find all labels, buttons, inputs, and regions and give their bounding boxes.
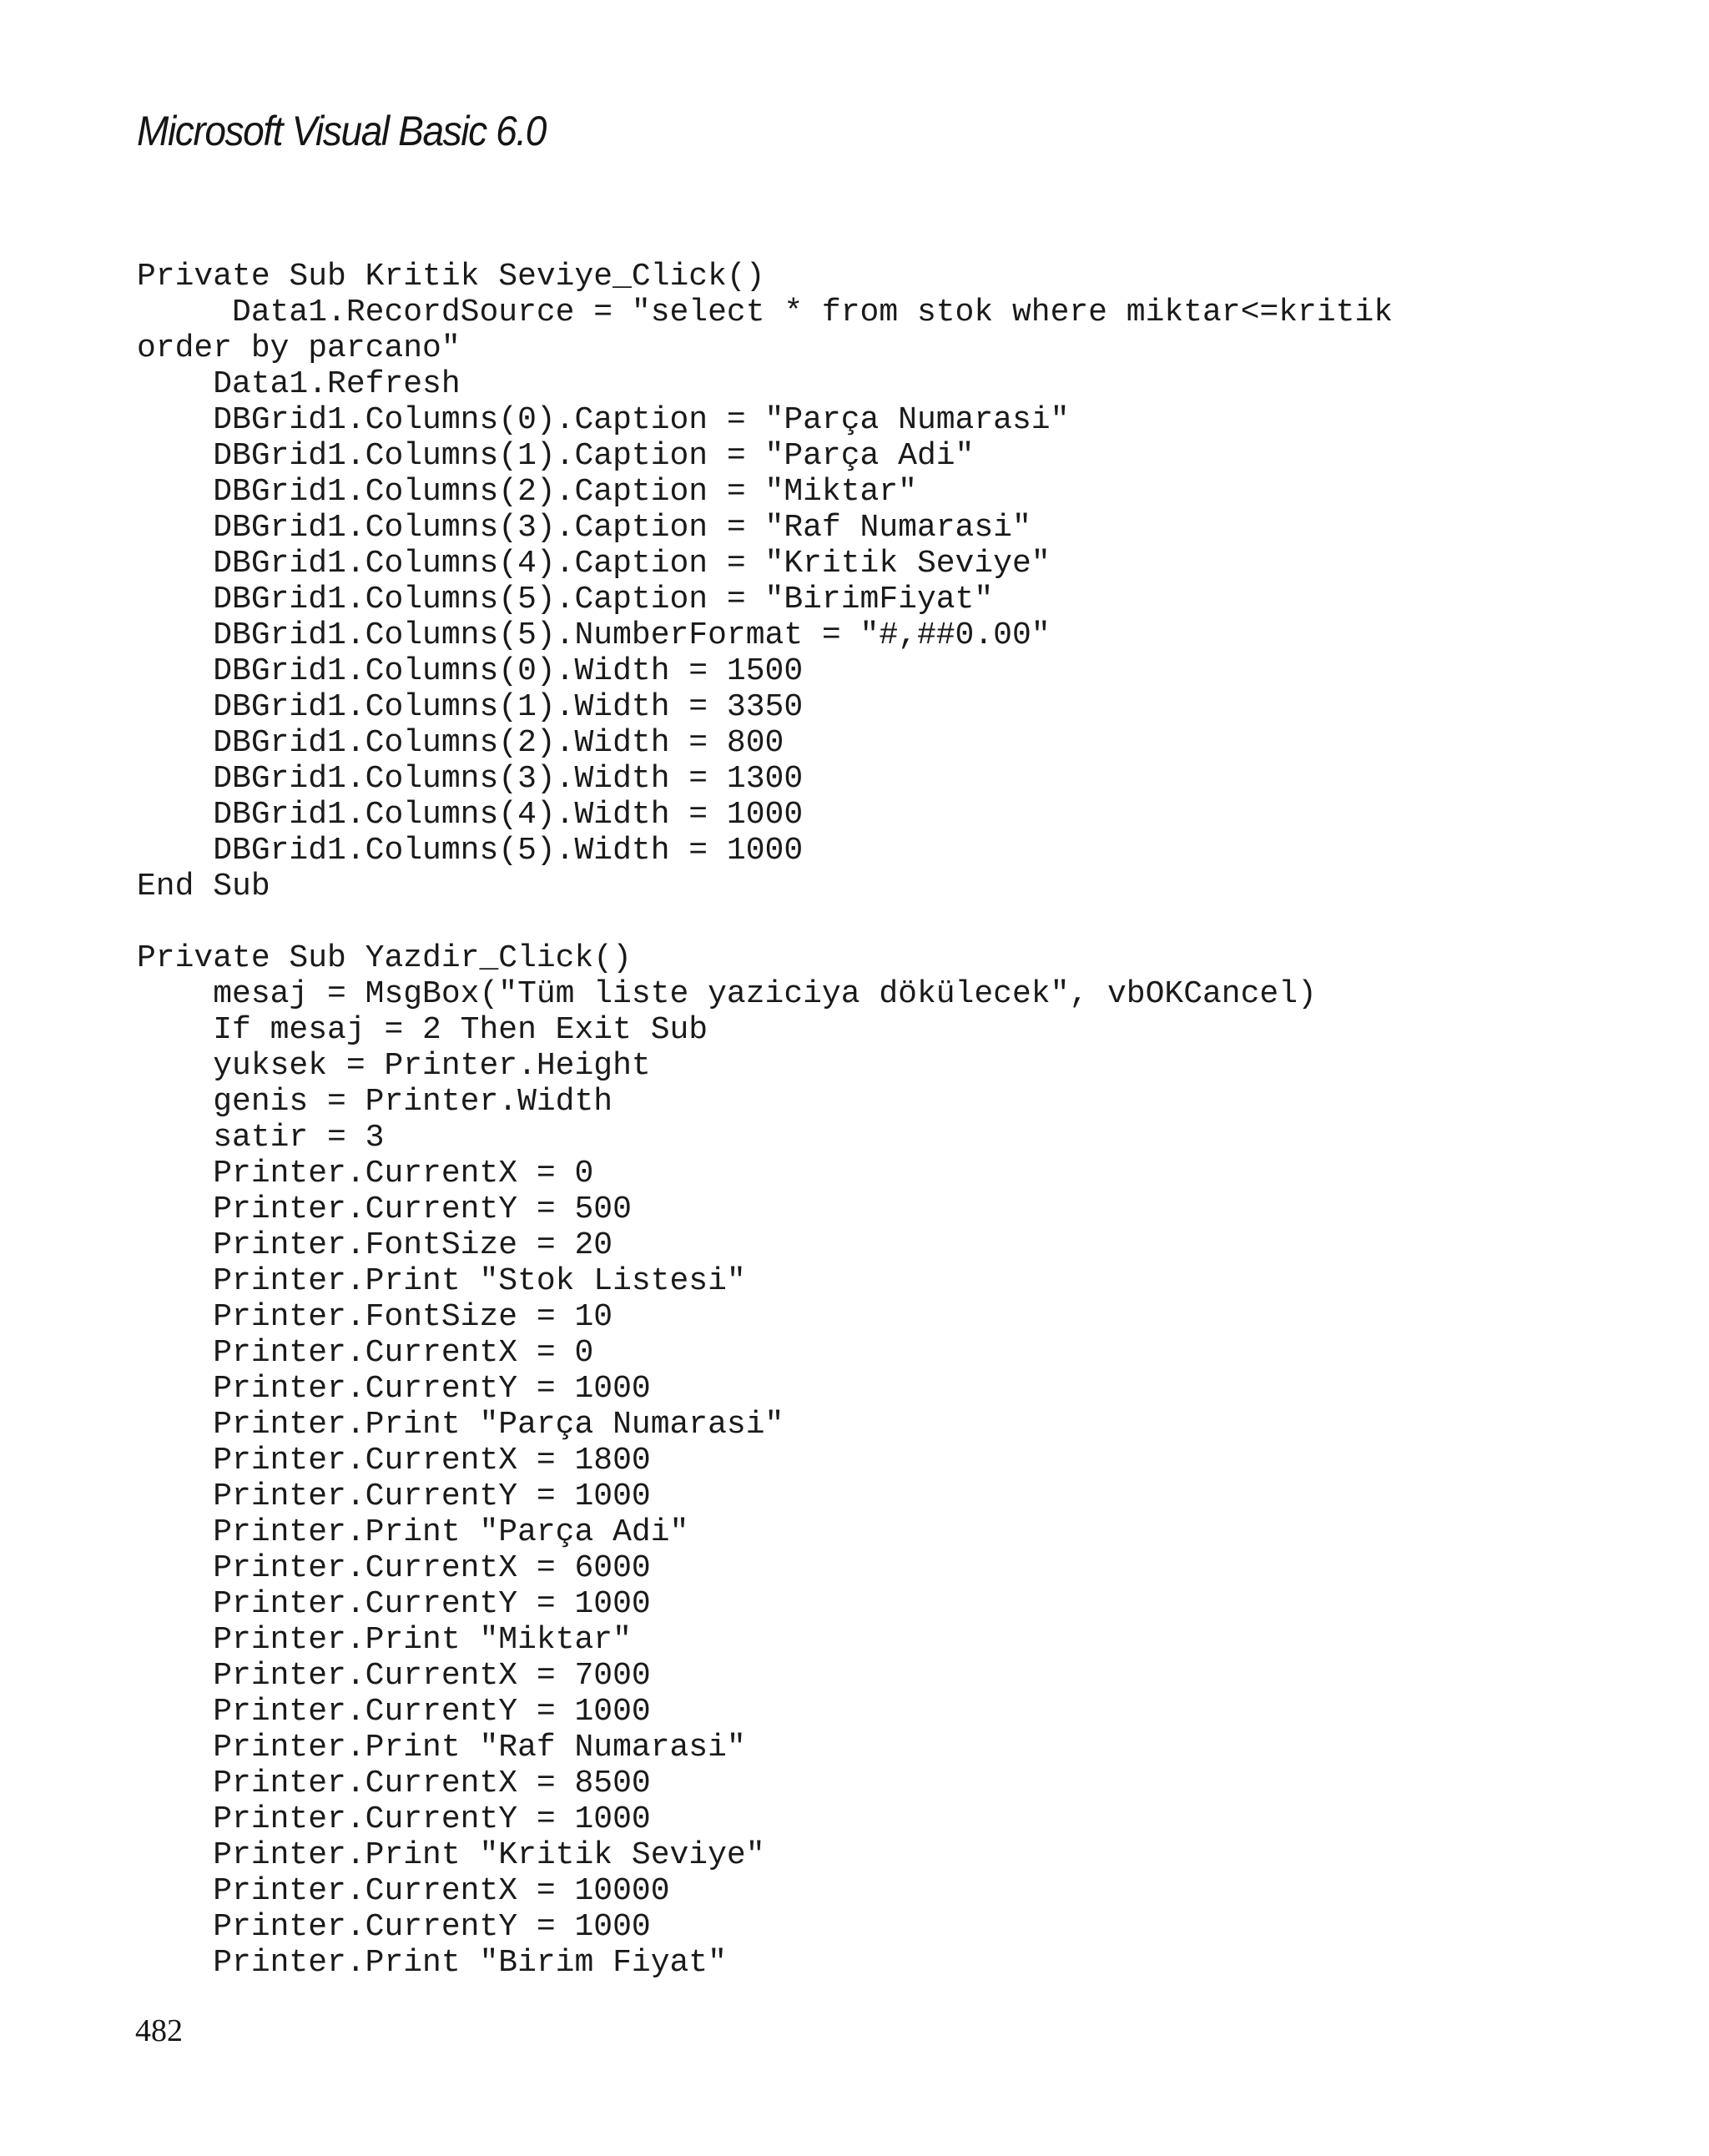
code-line: DBGrid1.Columns(4).Caption = "Kritik Seviye" — [137, 546, 1051, 582]
code-line: Printer.CurrentY = 1000 — [137, 1371, 651, 1407]
code-line: DBGrid1.Columns(3).Caption = "Raf Numarasi" — [137, 510, 1031, 546]
code-line: Printer.CurrentX = 0 — [137, 1335, 594, 1371]
code-line: If mesaj = 2 Then Exit Sub — [137, 1012, 708, 1048]
code-line: order by parcano" — [137, 330, 461, 366]
code-line: DBGrid1.Columns(0).Caption = "Parça Numarasi" — [137, 402, 1070, 438]
code-line: DBGrid1.Columns(1).Caption = "Parça Adi" — [137, 438, 975, 474]
code-line: genis = Printer.Width — [137, 1084, 613, 1120]
code-line: Printer.CurrentX = 7000 — [137, 1658, 651, 1694]
code-line: Printer.CurrentX = 1800 — [137, 1443, 651, 1478]
code-line: Printer.CurrentY = 1000 — [137, 1586, 651, 1622]
code-line: Data1.RecordSource = "select * from stok where miktar<=kritik — [137, 295, 1394, 330]
code-line: Printer.Print "Raf Numarasi" — [137, 1730, 746, 1766]
code-line: Printer.Print "Birim Fiyat" — [137, 1945, 727, 1981]
code-line: Printer.CurrentY = 500 — [137, 1191, 632, 1227]
code-line: DBGrid1.Columns(5).Caption = "BirimFiyat" — [137, 582, 994, 617]
code-line: satir = 3 — [137, 1120, 385, 1156]
code-line: Data1.Refresh — [137, 366, 461, 402]
code-line: Printer.FontSize = 20 — [137, 1227, 613, 1263]
page-number: 482 — [135, 2013, 183, 2048]
code-line: DBGrid1.Columns(5).NumberFormat = "#,##0.00" — [137, 617, 1051, 653]
code-line: Private Sub Kritik Seviye_Click() — [137, 259, 765, 295]
code-line: Printer.Print "Parça Numarasi" — [137, 1407, 784, 1443]
code-line: Printer.CurrentY = 1000 — [137, 1694, 651, 1730]
code-line: Printer.CurrentY = 1000 — [137, 1909, 651, 1945]
code-line: yuksek = Printer.Height — [137, 1048, 651, 1084]
code-line: End Sub — [137, 869, 270, 904]
code-line: DBGrid1.Columns(5).Width = 1000 — [137, 833, 804, 869]
code-line: DBGrid1.Columns(2).Width = 800 — [137, 725, 784, 761]
code-line: DBGrid1.Columns(0).Width = 1500 — [137, 653, 804, 689]
code-line: Printer.FontSize = 10 — [137, 1299, 613, 1335]
code-line: DBGrid1.Columns(3).Width = 1300 — [137, 761, 804, 797]
code-line: Printer.Print "Kritik Seviye" — [137, 1837, 765, 1873]
code-line: DBGrid1.Columns(2).Caption = "Miktar" — [137, 474, 917, 510]
code-line: Private Sub Yazdir_Click() — [137, 940, 632, 976]
code-line: Printer.CurrentX = 8500 — [137, 1766, 651, 1801]
code-line: mesaj = MsgBox("Tüm liste yaziciya dökülecek", vbOKCancel) — [137, 976, 1317, 1012]
code-line: Printer.CurrentY = 1000 — [137, 1801, 651, 1837]
code-line: Printer.CurrentX = 6000 — [137, 1550, 651, 1586]
code-line: Printer.Print "Parça Adi" — [137, 1514, 689, 1550]
code-line: DBGrid1.Columns(4).Width = 1000 — [137, 797, 804, 833]
code-line: DBGrid1.Columns(1).Width = 3350 — [137, 689, 804, 725]
code-line: Printer.CurrentX = 0 — [137, 1156, 594, 1191]
page-header-title: Microsoft Visual Basic 6.0 — [137, 108, 546, 154]
code-line: Printer.Print "Stok Listesi" — [137, 1263, 746, 1299]
code-line: Printer.CurrentX = 10000 — [137, 1873, 670, 1909]
code-line: Printer.Print "Miktar" — [137, 1622, 632, 1658]
code-line: Printer.CurrentY = 1000 — [137, 1478, 651, 1514]
